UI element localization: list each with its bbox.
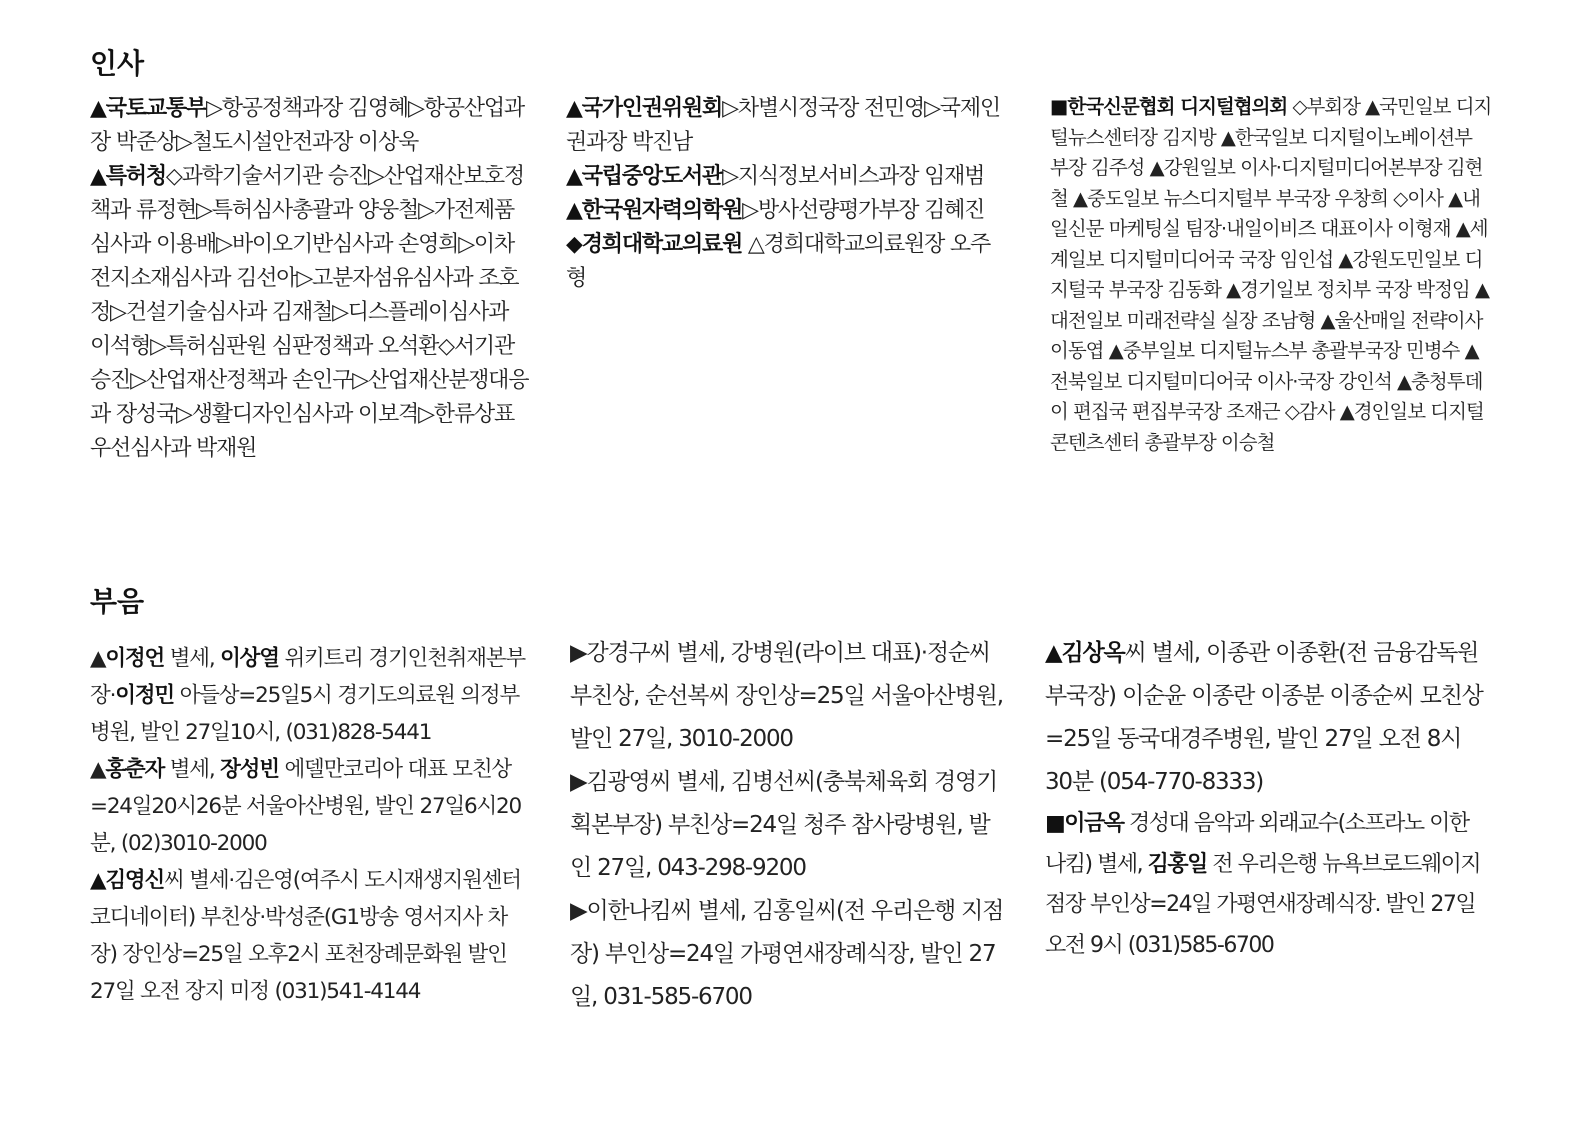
- obituary-text: 에델만코리아 대표 모친상=24일20시26분 서울아산병원, 발인 27일6시20분, (02)3010-2000: [90, 757, 522, 856]
- obituary-entry: ▶강경구씨 별세, 강병원(라이브 대표)·정순씨 부친상, 순선복씨 장인상=25일 서울아산병원, 발인 27일, 3010-2000: [570, 640, 1003, 752]
- obituary-entry: [90, 751, 530, 862]
- appointment-entry: [1050, 92, 1495, 458]
- organization-name: ▲국립중앙도서관: [566, 164, 723, 189]
- obituaries-column-1: [90, 640, 530, 1010]
- obituary-text: 씨 별세·김은영(여주시 도시재생지원센터 코디네이터) 부친상·박성준(G1방송 영서지사 차장) 장인상=25일 오후2시 포천장례문화원 발인 27일 오전 장지 미정 (031)541-4144: [90, 868, 521, 1004]
- relative-name: 김홍일: [1147, 851, 1207, 877]
- obituary-text: 별세,: [164, 757, 221, 782]
- appointment-entry: [566, 92, 1006, 160]
- organization-name: ▲특허청: [90, 164, 166, 189]
- relative-name: 이상열: [220, 646, 279, 671]
- organization-name: ◆경희대학교의료원: [566, 232, 743, 257]
- bullet-marker: ▲: [1045, 640, 1062, 666]
- appointment-text: ▷항공정책과장 김영혜▷항공산업과장 박준상▷철도시설안전과장 이상욱: [90, 96, 524, 155]
- appointment-text: ◇과학기술서기관 승진▷산업재산보호정책과 류정현▷특허심사총괄과 양웅철▷가전제품심사과 이용배▷바이오기반심사과 손영희▷이차전지소재심사과 김선아▷고분자섬유심사과 조호정▷건설기술심사과 김재철▷디스플레이심사과 이석형▷특허심판원 심판정책과 오석환◇서기관 승진▷산업재산정책과 손인구▷산업재산분쟁대응과 장성국▷생활디자인심사과 이보격▷한류상표우선심사과 박재원: [90, 164, 529, 461]
- appointment-text: ▷차별시정국장 전민영▷국제인권과장 박진남: [566, 96, 1000, 155]
- obituary-entry: [1045, 804, 1485, 966]
- obituaries-column-3: [1045, 632, 1485, 966]
- obituary-entry: [90, 862, 530, 1010]
- organization-name: ▲국가인권위원회: [566, 96, 723, 121]
- bullet-marker: ▲: [90, 868, 106, 893]
- obituary-entry: [1045, 632, 1485, 804]
- appointment-text: ◇부회장 ▲국민일보 디지털뉴스센터장 김지방 ▲한국일보 디지털이노베이션부 부장 김주성 ▲강원일보 이사·디지털미디어본부장 김현철 ▲중도일보 뉴스디지털부 부국장 우창희 ◇이사 ▲내일신문 마케팅실 팀장·내일이비즈 대표이사 이형재 ▲세계일보 디지털미디어국 국장 임인섭 ▲강원도민일보 디지털국 부국장 김동화 ▲경기일보 정치부 국장 박정임 ▲대전일보 미래전략실 실장 조남형 ▲울산매일 전략이사 이동엽 ▲중부일보 디지털뉴스부 총괄부국장 민병수 ▲전북일보 디지털미디어국 이사·국장 강인석 ▲충청투데이 편집국 편집부국장 조재근 ◇감사 ▲경인일보 디지털콘텐츠센터 총괄부장 이승철: [1050, 95, 1492, 454]
- organization-name: ■한국신문협회 디지털협의회: [1050, 95, 1288, 118]
- appointment-entry: [90, 92, 530, 160]
- appointment-text: ▷방사선량평가부장 김혜진: [742, 198, 985, 223]
- obituary-text: 아들상=25일5시 경기도의료원 의정부병원, 발인 27일10시, (031)828-5441: [90, 683, 520, 745]
- obituary-entry: [90, 640, 530, 751]
- section-title-obituaries: 부음: [90, 585, 145, 618]
- obituary-text: 전 우리은행 뉴욕브로드웨이지점장 부인상=24일 가평연새장례식장. 발인 27일 오전 9시 (031)585-6700: [1045, 851, 1481, 958]
- deceased-name: 김상옥: [1061, 640, 1125, 666]
- organization-name: ▲한국원자력의학원: [566, 198, 743, 223]
- appointments-column-2: [566, 92, 1006, 296]
- bullet-marker: ■: [1045, 811, 1065, 836]
- appointment-entry: [566, 194, 1006, 228]
- appointment-entry: [90, 160, 530, 466]
- obituary-text: 씨 별세, 이종관 이종환(전 금융감독원 부국장) 이순윤 이종란 이종분 이종순씨 모친상=25일 동국대경주병원, 발인 27일 오전 8시30분 (054-770-8333): [1045, 640, 1483, 795]
- obituary-entry: ▶이한나킴씨 별세, 김홍일씨(전 우리은행 지점장) 부인상=24일 가평연새장례식장, 발인 27일, 031-585-6700: [570, 898, 1004, 1010]
- appointment-entry: [566, 160, 1006, 194]
- section-title-appointments: 인사: [90, 47, 145, 80]
- obituaries-column-2: [570, 632, 1010, 1019]
- deceased-name: 이금옥: [1064, 811, 1124, 836]
- obituary-text: 경성대 음악과 외래교수(소프라노 이한나킴) 별세,: [1045, 811, 1469, 877]
- appointment-entry: [566, 228, 1006, 296]
- deceased-name: 홍춘자: [105, 757, 165, 782]
- deceased-name: 이정언: [105, 646, 165, 671]
- appointment-text: △경희대학교의료원장 오주형: [566, 232, 991, 291]
- deceased-name: 김영신: [105, 868, 165, 893]
- appointments-column-1: [90, 92, 530, 466]
- organization-name: ▲국토교통부: [90, 96, 206, 121]
- obituary-entry: ▶김광영씨 별세, 김병선씨(충북체육회 경영기획본부장) 부친상=24일 청주 참사랑병원, 발인 27일, 043-298-9200: [570, 769, 998, 881]
- relative-name: 장성빈: [220, 757, 279, 782]
- bullet-marker: ▲: [90, 757, 106, 782]
- obituary-text: 별세,: [164, 646, 221, 671]
- relative-name: 이정민: [115, 683, 174, 708]
- bullet-marker: ▲: [90, 646, 106, 671]
- obituary-text: 위키트리 경기인천취재본부장·: [90, 646, 525, 708]
- appointment-text: ▷지식정보서비스과장 임재범: [722, 164, 985, 189]
- appointments-column-3: [1050, 92, 1495, 458]
